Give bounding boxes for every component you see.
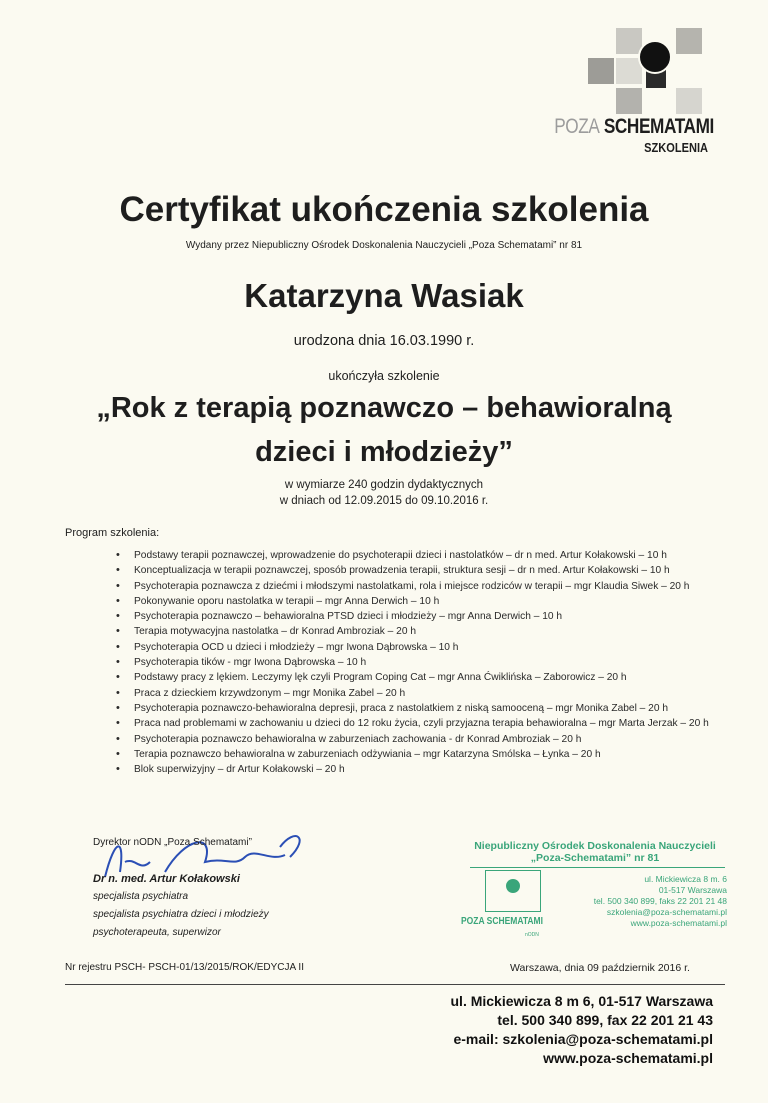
dates: w dniach od 12.09.2015 do 09.10.2016 r. (279, 495, 489, 507)
stamp-address-line: tel. 500 340 899, faks 22 201 21 48 (593, 896, 727, 906)
completed-text: ukończyła szkolenie (328, 369, 440, 383)
footer-contact (451, 992, 714, 1068)
footer-phone: tel. 500 340 899, fax 22 201 21 43 (497, 1012, 713, 1028)
program-item: • Psychoterapia poznawczo behawioralna w zaburzeniach zachowania - dr Konrad Ambroziak – 20 h (112, 732, 752, 747)
footer-email: e-mail: szkolenia@poza-schematami.pl (453, 1031, 713, 1047)
course-duration (0, 477, 768, 509)
stamp-address-line: 01-517 Warszawa (658, 885, 727, 895)
program-item: • Blok superwizyjny – dr Artur Kołakowski – 20 h (112, 762, 752, 777)
certificate-title: Certyfikat ukończenia szkolenia (119, 190, 649, 229)
divider (65, 984, 725, 985)
program-item: • Podstawy terapii poznawczej, wprowadzenie do psychoterapii dzieci i nastolatków – dr n med. Artur Kołakowski – 10 h (112, 548, 752, 563)
hours: w wymiarze 240 godzin dydaktycznych (284, 479, 484, 491)
course-title-line2: dzieci i młodzieży” (255, 436, 513, 468)
signature-title: specjalista psychiatra (93, 891, 189, 902)
stamp-address (594, 874, 727, 929)
stamp-name: POZA SCHEMATAMI (461, 916, 544, 927)
signature-name: Dr n. med. Artur Kołakowski (93, 873, 240, 885)
signature-title: specjalista psychiatra dzieci i młodzieży (93, 909, 269, 920)
signature-title: psychoterapeuta, superwizor (93, 927, 221, 938)
logo-wordmark: POZA SCHEMATAMI (554, 115, 714, 138)
stamp-address-line: www.poza-schematami.pl (630, 918, 727, 928)
footer-address: ul. Mickiewicza 8 m 6, 01-517 Warszawa (450, 993, 713, 1009)
program-label: Program szkolenia: (65, 527, 160, 539)
signature-role: Dyrektor nODN „Poza Schematami” (93, 837, 252, 848)
registry-number: Nr rejestru PSCH- PSCH-01/13/2015/ROK/EDYCJA II (65, 962, 304, 973)
program-item: • Pokonywanie oporu nastolatka w terapii – mgr Anna Derwich – 10 h (112, 594, 752, 609)
institution-stamp (455, 840, 735, 938)
stamp-nodn: nODN (525, 932, 539, 938)
stamp-line1: Niepubliczny Ośrodek Doskonalenia Nauczycieli (474, 840, 716, 852)
program-item: • Terapia motywacyjna nastolatka – dr Konrad Ambroziak – 20 h (112, 624, 752, 639)
program-item: • Psychoterapia poznawczo-behawioralna depresji, praca z nastolatkiem z niską samooceną – mgr Monika Zabel – 20 h (112, 701, 752, 716)
program-item: • Praca z dzieckiem krzywdzonym – mgr Monika Zabel – 20 h (112, 686, 752, 701)
program-item: • Psychoterapia poznawczo – behawioralna PTSD dzieci i młodzieży – mgr Anna Derwich – 10 h (112, 609, 752, 624)
stamp-line2: „Poza-Schematami” nr 81 (530, 852, 660, 864)
recipient-name: Katarzyna Wasiak (244, 277, 524, 314)
program-item: • Psychoterapia OCD u dzieci i młodzieży – mgr Iwona Dąbrowska – 10 h (112, 640, 752, 655)
program-item: • Podstawy pracy z lękiem. Leczymy lęk czyli Program Coping Cat – mgr Anna Ćwiklińska – Zaborowicz – 20 h (112, 670, 752, 685)
footer-website: www.poza-schematami.pl (543, 1050, 713, 1066)
stamp-address-line: szkolenia@poza-schematami.pl (606, 907, 727, 917)
stamp-address-line: ul. Mickiewicza 8 m. 6 (644, 874, 727, 884)
course-title-line1: „Rok z terapią poznawczo – behawioralną (96, 392, 672, 424)
place-date: Warszawa, dnia 09 październik 2016 r. (510, 962, 690, 974)
stamp-divider (470, 867, 725, 868)
program-item: • Konceptualizacja w terapii poznawczej, sposób prowadzenia terapii, struktura sesji – dr n med. Artur Kołakowski – 10 h (112, 563, 752, 578)
program-list (112, 548, 752, 777)
logo-subtitle: SZKOLENIA (644, 140, 708, 155)
logo-graphic (588, 28, 708, 108)
program-item: • Psychoterapia tików - mgr Iwona Dąbrowska – 10 h (112, 655, 752, 670)
issued-by: Wydany przez Niepubliczny Ośrodek Doskonalenia Nauczycieli „Poza Schematami” nr 81 (185, 240, 583, 251)
program-item: • Praca nad problemami w zachowaniu u dzieci do 12 roku życia, czyli przyjazna terapia behawioralna – mgr Marta Jerzak – 20 h (112, 716, 752, 731)
stamp-logo-icon (485, 870, 541, 912)
program-item: • Terapia poznawczo behawioralna w zaburzeniach odżywiania – mgr Katarzyna Smólska – Łynka – 20 h (112, 747, 752, 762)
program-item: • Psychoterapia poznawcza z dziećmi i młodszymi nastolatkami, rola i miejsce rodziców w terapii – mgr Klaudia Siwek – 20 h (112, 579, 752, 594)
birth-date: urodzona dnia 16.03.1990 r. (293, 333, 475, 349)
signature-block (93, 834, 269, 942)
